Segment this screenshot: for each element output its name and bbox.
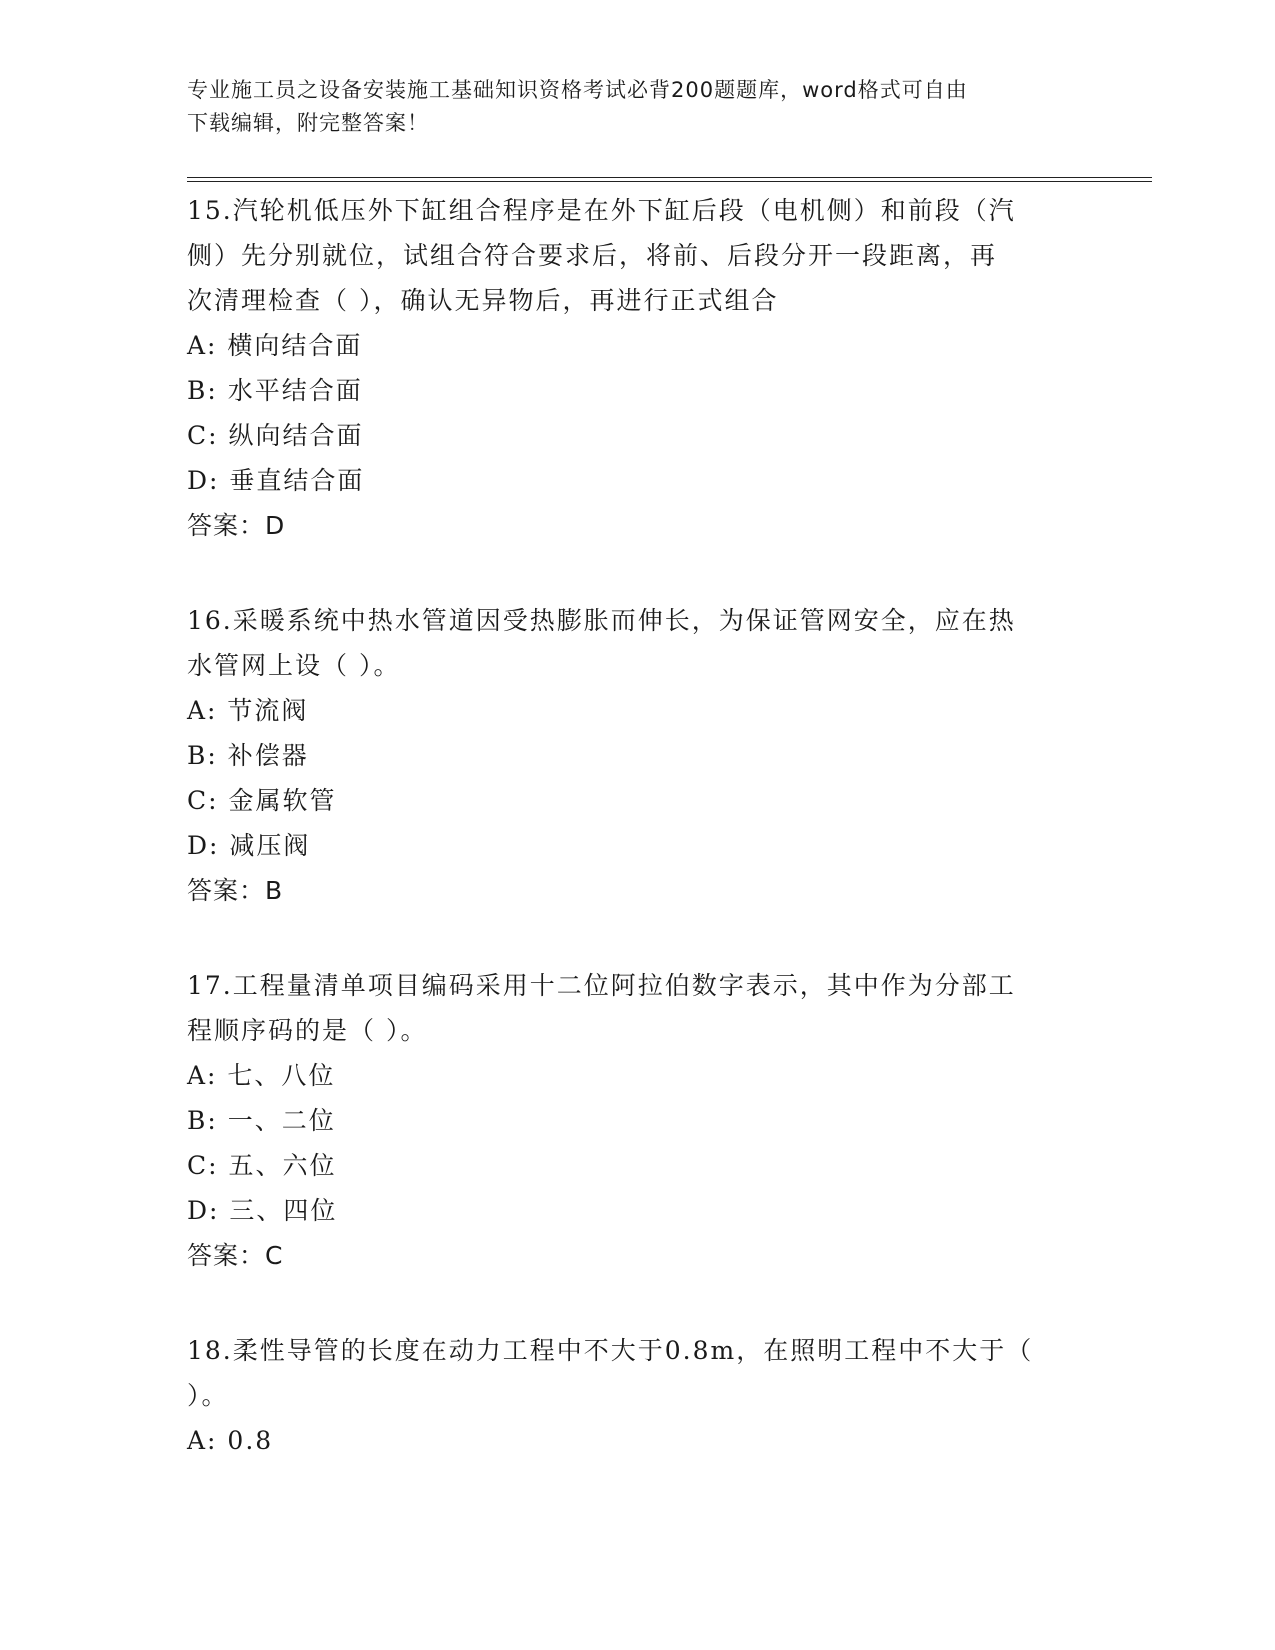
question-list xyxy=(187,188,1087,1513)
option-d: D: 减压阀 xyxy=(187,831,311,860)
header-line: 专业施工员之设备安装施工基础知识资格考试必背200题题库，word格式可自由 xyxy=(187,78,968,102)
option-c: C: 纵向结合面 xyxy=(187,421,364,450)
option-b: B: 补偿器 xyxy=(187,741,309,770)
question-text: 16.采暖系统中热水管道因受热膨胀而伸长，为保证管网安全，应在热 xyxy=(187,606,1016,635)
document-header xyxy=(187,74,1067,140)
question-17 xyxy=(187,963,1087,1278)
question-text: 15.汽轮机低压外下缸组合程序是在外下缸后段（电机侧）和前段（汽 xyxy=(187,196,1016,225)
question-text: 次清理检查（ ），确认无异物后，再进行正式组合 xyxy=(187,286,779,315)
question-15 xyxy=(187,188,1087,548)
question-text: 17.工程量清单项目编码采用十二位阿拉伯数字表示，其中作为分部工 xyxy=(187,971,1016,1000)
option-c: C: 金属软管 xyxy=(187,786,337,815)
question-text: ）。 xyxy=(187,1381,229,1410)
question-text: 18.柔性导管的长度在动力工程中不大于0.8m，在照明工程中不大于（ xyxy=(187,1336,1034,1365)
option-a: A: 0.8 xyxy=(187,1426,274,1455)
option-a: A: 七、八位 xyxy=(187,1061,336,1090)
option-a: A: 横向结合面 xyxy=(187,331,363,360)
header-line: 下载编辑，附完整答案！ xyxy=(187,111,429,135)
answer: 答案：D xyxy=(187,511,286,540)
header-divider xyxy=(187,177,1152,178)
answer: 答案：B xyxy=(187,876,284,905)
option-a: A: 节流阀 xyxy=(187,696,309,725)
question-text: 侧）先分别就位，试组合符合要求后，将前、后段分开一段距离，再 xyxy=(187,241,998,270)
option-b: B: 一、二位 xyxy=(187,1106,336,1135)
option-d: D: 三、四位 xyxy=(187,1196,338,1225)
question-16 xyxy=(187,598,1087,913)
header-divider xyxy=(187,181,1152,182)
option-c: C: 五、六位 xyxy=(187,1151,337,1180)
option-b: B: 水平结合面 xyxy=(187,376,363,405)
question-text: 程顺序码的是（ ）。 xyxy=(187,1016,428,1045)
question-18 xyxy=(187,1328,1087,1463)
answer: 答案：C xyxy=(187,1241,284,1270)
question-text: 水管网上设（ ）。 xyxy=(187,651,401,680)
option-d: D: 垂直结合面 xyxy=(187,466,365,495)
